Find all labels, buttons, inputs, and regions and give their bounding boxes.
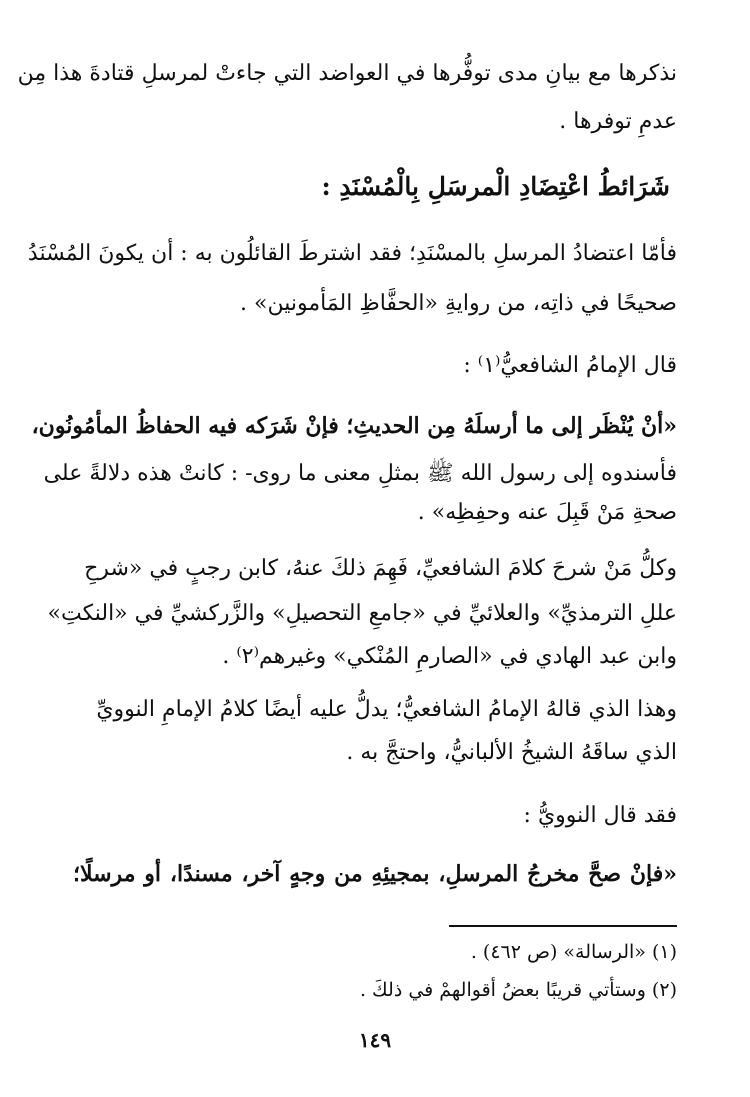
- page-number: ١٤٩: [358, 1028, 392, 1052]
- body-line: نذكرها مع بيانِ مدى توفُّرها في العواضد التي جاءتْ لمرسلِ قتادةَ هذا مِن: [17, 61, 677, 86]
- body-line: فأمّا اعتضادُ المرسلِ بالمسْنَدِ؛ فقد اشترطَ القائلُون به : أن يكونَ المُسْنَدُ: [27, 241, 677, 266]
- footnote-divider: [449, 925, 677, 927]
- quote-line: صحةِ مَنْ قَبِلَ عنه وحفِظِه» .: [417, 500, 677, 525]
- body-line: وكلُّ مَنْ شرحَ كلامَ الشافعيِّ، فَهِمَ ذلكَ عنهُ، كابن رجبٍ في «شرحِ: [84, 556, 677, 581]
- quote-line: فأسندوه إلى رسول الله ﷺ بمثلِ معنى ما روى- : كانتْ هذه دلالةً على: [43, 461, 677, 486]
- quote-line: «فإنْ صحَّ مخرجُ المرسلِ، بمجيئِهِ من وجهٍ آخر، مسندًا، أو مرسلًا؛: [73, 861, 677, 887]
- footnote: (١) «الرسالة» (ص ٤٦٢) .: [470, 941, 677, 963]
- quote-line: «أنْ يُنْظَر إلى ما أرسلَهُ مِن الحديثِ؛ فإنْ شَرَكه فيه الحفاظُ المأمُونُون،: [31, 413, 677, 439]
- body-line: عدمِ توفرها .: [559, 109, 677, 134]
- body-line: الذي ساقَهُ الشيخُ الألبانيُّ، واحتجَّ به .: [346, 740, 677, 765]
- body-line: فقد قال النوويُّ :: [523, 803, 677, 828]
- section-heading: شَرَائطُ اعْتِضَادِ الْمرسَلِ بِالْمُسْنَدِ :: [321, 172, 670, 201]
- body-line: عللِ الترمذيِّ» والعلائيِّ في «جامعِ التحصيلِ» والزَّركشيِّ في «النكتِ»: [47, 601, 677, 626]
- footnote: (٢) وستأتي قريبًا بعضُ أقوالهمْ في ذلكَ .: [359, 979, 677, 1001]
- body-line: قال الإمامُ الشافعيُّ⁽١⁾ :: [463, 353, 677, 378]
- body-line: وهذا الذي قالهُ الإمامُ الشافعيُّ؛ يدلُّ عليه أيضًا كلامُ الإمامِ النوويِّ: [96, 697, 677, 722]
- body-line: صحيحًا في ذاتِه، من روايةِ «الحفَّاظِ المَأمونين» .: [240, 291, 677, 316]
- body-line: وابن عبد الهادي في «الصارمِ المُنْكي» وغيرهم⁽٢⁾ .: [222, 644, 677, 669]
